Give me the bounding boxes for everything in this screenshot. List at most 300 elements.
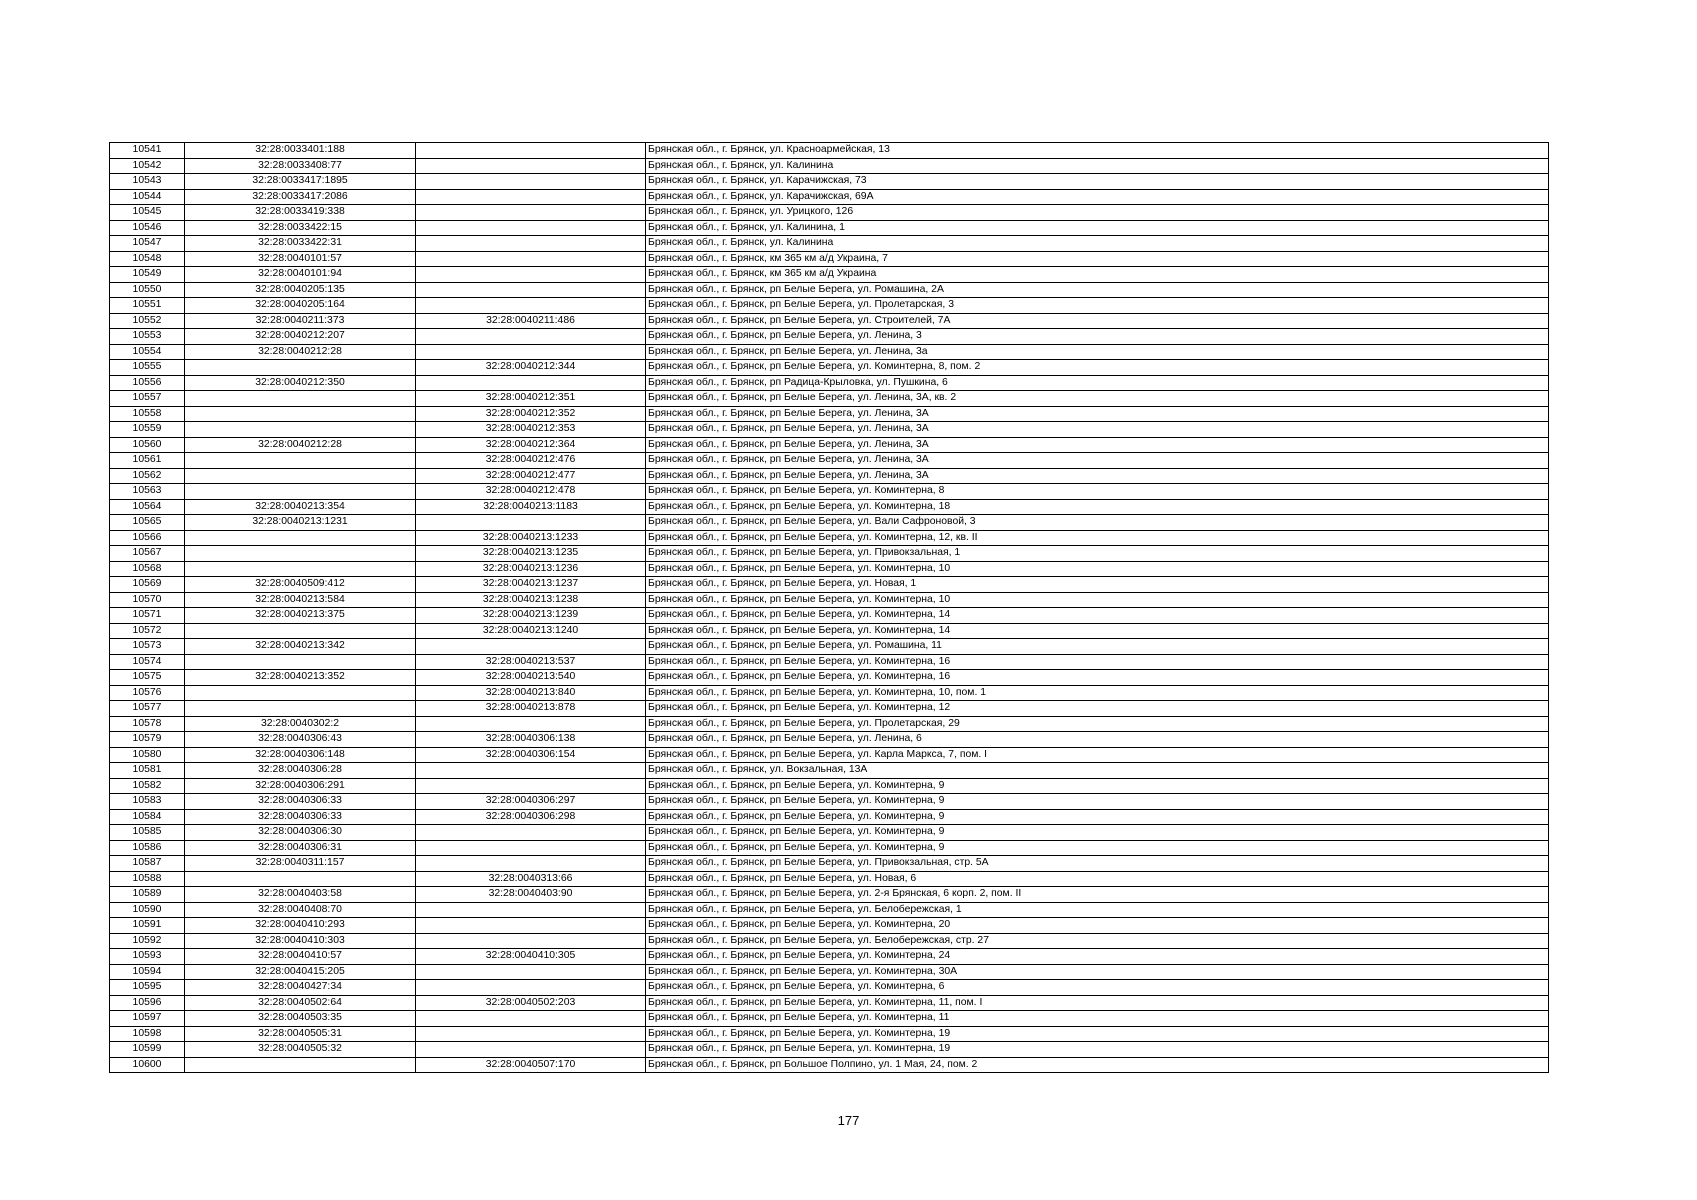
- row-number-cell: 10568: [110, 561, 185, 577]
- table-row: [110, 298, 1549, 314]
- row-number-cell: 10557: [110, 391, 185, 407]
- table-row: [110, 592, 1549, 608]
- land-cadastral-number-cell: 32:28:0040427:34: [185, 980, 416, 996]
- land-cadastral-number-cell: [185, 623, 416, 639]
- land-cadastral-number-cell: 32:28:0033401:188: [185, 143, 416, 159]
- object-cadastral-number-cell: [416, 840, 646, 856]
- object-cadastral-number-cell: 32:28:0040213:1236: [416, 561, 646, 577]
- table-row: [110, 887, 1549, 903]
- land-cadastral-number-cell: 32:28:0040505:31: [185, 1026, 416, 1042]
- object-cadastral-number-cell: 32:28:0040306:297: [416, 794, 646, 810]
- table-row: [110, 1026, 1549, 1042]
- table-row: [110, 406, 1549, 422]
- address-cell: Брянская обл., г. Брянск, ул. Калинина: [646, 236, 1549, 252]
- table-row: [110, 360, 1549, 376]
- land-cadastral-number-cell: [185, 561, 416, 577]
- address-cell: Брянская обл., г. Брянск, рп Белые Берега, ул. Ромашина, 2А: [646, 282, 1549, 298]
- address-cell: Брянская обл., г. Брянск, рп Белые Берега, ул. Коминтерна, 6: [646, 980, 1549, 996]
- address-cell: Брянская обл., г. Брянск, ул. Вокзальная, 13А: [646, 763, 1549, 779]
- row-number-cell: 10587: [110, 856, 185, 872]
- land-cadastral-number-cell: 32:28:0040213:342: [185, 639, 416, 655]
- row-number-cell: 10560: [110, 437, 185, 453]
- address-cell: Брянская обл., г. Брянск, рп Белые Берега, ул. Ленина, 3А: [646, 437, 1549, 453]
- address-cell: Брянская обл., г. Брянск, рп Белые Берега, ул. 2-я Брянская, 6 корп. 2, пом. II: [646, 887, 1549, 903]
- address-cell: Брянская обл., г. Брянск, рп Белые Берега, ул. Коминтерна, 10: [646, 561, 1549, 577]
- address-cell: Брянская обл., г. Брянск, рп Белые Берега, ул. Привокзальная, 1: [646, 546, 1549, 562]
- object-cadastral-number-cell: [416, 344, 646, 360]
- object-cadastral-number-cell: [416, 174, 646, 190]
- object-cadastral-number-cell: 32:28:0040213:1183: [416, 499, 646, 515]
- land-cadastral-number-cell: 32:28:0040213:584: [185, 592, 416, 608]
- row-number-cell: 10592: [110, 933, 185, 949]
- object-cadastral-number-cell: [416, 205, 646, 221]
- land-cadastral-number-cell: 32:28:0040212:207: [185, 329, 416, 345]
- land-cadastral-number-cell: [185, 391, 416, 407]
- address-cell: Брянская обл., г. Брянск, рп Белые Берега, ул. Карла Маркса, 7, пом. I: [646, 747, 1549, 763]
- object-cadastral-number-cell: [416, 236, 646, 252]
- page-number: 177: [837, 1113, 860, 1128]
- row-number-cell: 10545: [110, 205, 185, 221]
- table-row: [110, 499, 1549, 515]
- land-cadastral-number-cell: 32:28:0040306:291: [185, 778, 416, 794]
- table-row: [110, 933, 1549, 949]
- object-cadastral-number-cell: [416, 763, 646, 779]
- address-cell: Брянская обл., г. Брянск, рп Белые Берега, ул. Белобережская, стр. 27: [646, 933, 1549, 949]
- address-cell: Брянская обл., г. Брянск, рп Белые Берега, ул. Коминтерна, 9: [646, 825, 1549, 841]
- row-number-cell: 10551: [110, 298, 185, 314]
- table-row: [110, 918, 1549, 934]
- table-row: [110, 329, 1549, 345]
- table-row: [110, 174, 1549, 190]
- table-row: [110, 220, 1549, 236]
- table-row: [110, 189, 1549, 205]
- address-cell: Брянская обл., г. Брянск, ул. Красноармейская, 13: [646, 143, 1549, 159]
- row-number-cell: 10565: [110, 515, 185, 531]
- row-number-cell: 10544: [110, 189, 185, 205]
- table-row: [110, 1057, 1549, 1073]
- row-number-cell: 10597: [110, 1011, 185, 1027]
- table-row: [110, 143, 1549, 159]
- address-cell: Брянская обл., г. Брянск, рп Белые Берега, ул. Коминтерна, 18: [646, 499, 1549, 515]
- object-cadastral-number-cell: [416, 251, 646, 267]
- object-cadastral-number-cell: [416, 856, 646, 872]
- table-row: [110, 809, 1549, 825]
- table-row: [110, 1042, 1549, 1058]
- land-cadastral-number-cell: 32:28:0040306:30: [185, 825, 416, 841]
- table-row: [110, 949, 1549, 965]
- row-number-cell: 10585: [110, 825, 185, 841]
- row-number-cell: 10600: [110, 1057, 185, 1073]
- address-cell: Брянская обл., г. Брянск, рп Большое Полпино, ул. 1 Мая, 24, пом. 2: [646, 1057, 1549, 1073]
- table-row: [110, 639, 1549, 655]
- land-cadastral-number-cell: 32:28:0033408:77: [185, 158, 416, 174]
- land-cadastral-number-cell: 32:28:0040509:412: [185, 577, 416, 593]
- address-cell: Брянская обл., г. Брянск, рп Белые Берега, ул. Коминтерна, 10: [646, 592, 1549, 608]
- row-number-cell: 10541: [110, 143, 185, 159]
- object-cadastral-number-cell: 32:28:0040502:203: [416, 995, 646, 1011]
- table-row: [110, 344, 1549, 360]
- land-cadastral-number-cell: 32:28:0040306:28: [185, 763, 416, 779]
- table-row: [110, 205, 1549, 221]
- object-cadastral-number-cell: 32:28:0040403:90: [416, 887, 646, 903]
- land-cadastral-number-cell: 32:28:0040212:350: [185, 375, 416, 391]
- land-cadastral-number-cell: [185, 422, 416, 438]
- land-cadastral-number-cell: 32:28:0033417:1895: [185, 174, 416, 190]
- land-cadastral-number-cell: 32:28:0040205:164: [185, 298, 416, 314]
- address-cell: Брянская обл., г. Брянск, рп Белые Берега, ул. Коминтерна, 14: [646, 608, 1549, 624]
- row-number-cell: 10547: [110, 236, 185, 252]
- row-number-cell: 10599: [110, 1042, 185, 1058]
- land-cadastral-number-cell: [185, 453, 416, 469]
- address-cell: Брянская обл., г. Брянск, рп Белые Берега, ул. Ленина, 3А: [646, 406, 1549, 422]
- land-cadastral-number-cell: 32:28:0040410:57: [185, 949, 416, 965]
- object-cadastral-number-cell: 32:28:0040213:1235: [416, 546, 646, 562]
- row-number-cell: 10543: [110, 174, 185, 190]
- land-cadastral-number-cell: 32:28:0040211:373: [185, 313, 416, 329]
- object-cadastral-number-cell: [416, 515, 646, 531]
- land-cadastral-number-cell: 32:28:0040505:32: [185, 1042, 416, 1058]
- row-number-cell: 10562: [110, 468, 185, 484]
- row-number-cell: 10572: [110, 623, 185, 639]
- table-row: [110, 391, 1549, 407]
- row-number-cell: 10556: [110, 375, 185, 391]
- row-number-cell: 10550: [110, 282, 185, 298]
- address-cell: Брянская обл., г. Брянск, ул. Карачижская, 69А: [646, 189, 1549, 205]
- land-cadastral-number-cell: [185, 546, 416, 562]
- table-row: [110, 794, 1549, 810]
- land-cadastral-number-cell: 32:28:0040311:157: [185, 856, 416, 872]
- row-number-cell: 10542: [110, 158, 185, 174]
- address-cell: Брянская обл., г. Брянск, рп Белые Берега, ул. Ленина, 3: [646, 329, 1549, 345]
- table-row: [110, 453, 1549, 469]
- object-cadastral-number-cell: [416, 1042, 646, 1058]
- table-row: [110, 716, 1549, 732]
- land-cadastral-number-cell: 32:28:0033419:338: [185, 205, 416, 221]
- row-number-cell: 10573: [110, 639, 185, 655]
- object-cadastral-number-cell: 32:28:0040212:353: [416, 422, 646, 438]
- address-cell: Брянская обл., г. Брянск, рп Радица-Крыловка, ул. Пушкина, 6: [646, 375, 1549, 391]
- object-cadastral-number-cell: [416, 902, 646, 918]
- table-row: [110, 282, 1549, 298]
- land-cadastral-number-cell: 32:28:0040213:1231: [185, 515, 416, 531]
- land-cadastral-number-cell: 32:28:0040101:57: [185, 251, 416, 267]
- row-number-cell: 10583: [110, 794, 185, 810]
- land-cadastral-number-cell: 32:28:0040213:375: [185, 608, 416, 624]
- address-cell: Брянская обл., г. Брянск, рп Белые Берега, ул. Коминтерна, 16: [646, 670, 1549, 686]
- address-cell: Брянская обл., г. Брянск, рп Белые Берега, ул. Ромашина, 11: [646, 639, 1549, 655]
- land-cadastral-number-cell: [185, 1057, 416, 1073]
- row-number-cell: 10548: [110, 251, 185, 267]
- address-cell: Брянская обл., г. Брянск, рп Белые Берега, ул. Ленина, 3А: [646, 422, 1549, 438]
- table-row: [110, 778, 1549, 794]
- land-cadastral-number-cell: 32:28:0040213:354: [185, 499, 416, 515]
- address-cell: Брянская обл., г. Брянск, рп Белые Берега, ул. Коминтерна, 9: [646, 840, 1549, 856]
- object-cadastral-number-cell: 32:28:0040213:1238: [416, 592, 646, 608]
- land-cadastral-number-cell: 32:28:0040302:2: [185, 716, 416, 732]
- table-row: [110, 685, 1549, 701]
- row-number-cell: 10553: [110, 329, 185, 345]
- row-number-cell: 10598: [110, 1026, 185, 1042]
- row-number-cell: 10575: [110, 670, 185, 686]
- land-cadastral-number-cell: [185, 654, 416, 670]
- registry-table-body: [110, 143, 1549, 1073]
- row-number-cell: 10582: [110, 778, 185, 794]
- land-cadastral-number-cell: 32:28:0040212:28: [185, 344, 416, 360]
- row-number-cell: 10594: [110, 964, 185, 980]
- land-cadastral-number-cell: 32:28:0040502:64: [185, 995, 416, 1011]
- object-cadastral-number-cell: 32:28:0040212:344: [416, 360, 646, 376]
- table-row: [110, 654, 1549, 670]
- address-cell: Брянская обл., г. Брянск, рп Белые Берега, ул. Коминтерна, 14: [646, 623, 1549, 639]
- table-row: [110, 670, 1549, 686]
- object-cadastral-number-cell: 32:28:0040213:1239: [416, 608, 646, 624]
- object-cadastral-number-cell: [416, 639, 646, 655]
- land-cadastral-number-cell: 32:28:0040205:135: [185, 282, 416, 298]
- object-cadastral-number-cell: [416, 282, 646, 298]
- table-row: [110, 577, 1549, 593]
- object-cadastral-number-cell: 32:28:0040213:540: [416, 670, 646, 686]
- address-cell: Брянская обл., г. Брянск, рп Белые Берега, ул. Коминтерна, 20: [646, 918, 1549, 934]
- object-cadastral-number-cell: [416, 964, 646, 980]
- address-cell: Брянская обл., г. Брянск, км 365 км а/д Украина, 7: [646, 251, 1549, 267]
- address-cell: Брянская обл., г. Брянск, рп Белые Берега, ул. Коминтерна, 9: [646, 794, 1549, 810]
- address-cell: Брянская обл., г. Брянск, рп Белые Берега, ул. Ленина, 3А: [646, 468, 1549, 484]
- object-cadastral-number-cell: [416, 980, 646, 996]
- land-cadastral-number-cell: [185, 685, 416, 701]
- land-cadastral-number-cell: 32:28:0040410:293: [185, 918, 416, 934]
- object-cadastral-number-cell: [416, 1026, 646, 1042]
- address-cell: Брянская обл., г. Брянск, ул. Калинина: [646, 158, 1549, 174]
- address-cell: Брянская обл., г. Брянск, рп Белые Берега, ул. Коминтерна, 8: [646, 484, 1549, 500]
- land-cadastral-number-cell: 32:28:0040306:31: [185, 840, 416, 856]
- table-row: [110, 840, 1549, 856]
- address-cell: Брянская обл., г. Брянск, рп Белые Берега, ул. Ленина, 3а: [646, 344, 1549, 360]
- object-cadastral-number-cell: 32:28:0040211:486: [416, 313, 646, 329]
- address-cell: Брянская обл., г. Брянск, рп Белые Берега, ул. Коминтерна, 19: [646, 1042, 1549, 1058]
- object-cadastral-number-cell: [416, 329, 646, 345]
- land-cadastral-number-cell: 32:28:0040213:352: [185, 670, 416, 686]
- land-cadastral-number-cell: 32:28:0040408:70: [185, 902, 416, 918]
- row-number-cell: 10571: [110, 608, 185, 624]
- object-cadastral-number-cell: 32:28:0040212:351: [416, 391, 646, 407]
- object-cadastral-number-cell: 32:28:0040213:840: [416, 685, 646, 701]
- address-cell: Брянская обл., г. Брянск, ул. Калинина, 1: [646, 220, 1549, 236]
- address-cell: Брянская обл., г. Брянск, ул. Карачижская, 73: [646, 174, 1549, 190]
- address-cell: Брянская обл., г. Брянск, рп Белые Берега, ул. Коминтерна, 12: [646, 701, 1549, 717]
- row-number-cell: 10584: [110, 809, 185, 825]
- registry-table: [109, 142, 1549, 1073]
- object-cadastral-number-cell: [416, 220, 646, 236]
- object-cadastral-number-cell: [416, 267, 646, 283]
- address-cell: Брянская обл., г. Брянск, рп Белые Берега, ул. Коминтерна, 9: [646, 778, 1549, 794]
- row-number-cell: 10564: [110, 499, 185, 515]
- address-cell: Брянская обл., г. Брянск, рп Белые Берега, ул. Новая, 6: [646, 871, 1549, 887]
- object-cadastral-number-cell: 32:28:0040212:476: [416, 453, 646, 469]
- row-number-cell: 10588: [110, 871, 185, 887]
- land-cadastral-number-cell: 32:28:0033417:2086: [185, 189, 416, 205]
- address-cell: Брянская обл., г. Брянск, рп Белые Берега, ул. Белобережская, 1: [646, 902, 1549, 918]
- table-row: [110, 995, 1549, 1011]
- table-row: [110, 236, 1549, 252]
- address-cell: Брянская обл., г. Брянск, рп Белые Берега, ул. Ленина, 6: [646, 732, 1549, 748]
- table-row: [110, 1011, 1549, 1027]
- row-number-cell: 10589: [110, 887, 185, 903]
- table-row: [110, 964, 1549, 980]
- object-cadastral-number-cell: 32:28:0040306:298: [416, 809, 646, 825]
- object-cadastral-number-cell: 32:28:0040410:305: [416, 949, 646, 965]
- address-cell: Брянская обл., г. Брянск, рп Белые Берега, ул. Коминтерна, 24: [646, 949, 1549, 965]
- land-cadastral-number-cell: 32:28:0040306:33: [185, 809, 416, 825]
- table-row: [110, 871, 1549, 887]
- land-cadastral-number-cell: 32:28:0040212:28: [185, 437, 416, 453]
- land-cadastral-number-cell: [185, 406, 416, 422]
- object-cadastral-number-cell: 32:28:0040212:477: [416, 468, 646, 484]
- address-cell: Брянская обл., г. Брянск, рп Белые Берега, ул. Ленина, 3А, кв. 2: [646, 391, 1549, 407]
- land-cadastral-number-cell: 32:28:0040306:148: [185, 747, 416, 763]
- land-cadastral-number-cell: [185, 871, 416, 887]
- object-cadastral-number-cell: [416, 825, 646, 841]
- address-cell: Брянская обл., г. Брянск, рп Белые Берега, ул. Новая, 1: [646, 577, 1549, 593]
- land-cadastral-number-cell: 32:28:0040415:205: [185, 964, 416, 980]
- row-number-cell: 10566: [110, 530, 185, 546]
- table-row: [110, 980, 1549, 996]
- row-number-cell: 10586: [110, 840, 185, 856]
- table-row: [110, 825, 1549, 841]
- row-number-cell: 10561: [110, 453, 185, 469]
- table-row: [110, 546, 1549, 562]
- row-number-cell: 10563: [110, 484, 185, 500]
- row-number-cell: 10569: [110, 577, 185, 593]
- object-cadastral-number-cell: 32:28:0040507:170: [416, 1057, 646, 1073]
- address-cell: Брянская обл., г. Брянск, рп Белые Берега, ул. Коминтерна, 16: [646, 654, 1549, 670]
- table-row: [110, 468, 1549, 484]
- table-row: [110, 561, 1549, 577]
- object-cadastral-number-cell: 32:28:0040213:878: [416, 701, 646, 717]
- address-cell: Брянская обл., г. Брянск, км 365 км а/д Украина: [646, 267, 1549, 283]
- table-row: [110, 530, 1549, 546]
- address-cell: Брянская обл., г. Брянск, рп Белые Берега, ул. Коминтерна, 12, кв. II: [646, 530, 1549, 546]
- table-row: [110, 701, 1549, 717]
- row-number-cell: 10581: [110, 763, 185, 779]
- row-number-cell: 10595: [110, 980, 185, 996]
- land-cadastral-number-cell: [185, 360, 416, 376]
- land-cadastral-number-cell: 32:28:0040306:43: [185, 732, 416, 748]
- address-cell: Брянская обл., г. Брянск, рп Белые Берега, ул. Вали Сафроновой, 3: [646, 515, 1549, 531]
- object-cadastral-number-cell: 32:28:0040213:1233: [416, 530, 646, 546]
- object-cadastral-number-cell: [416, 375, 646, 391]
- address-cell: Брянская обл., г. Брянск, рп Белые Берега, ул. Коминтерна, 30А: [646, 964, 1549, 980]
- row-number-cell: 10574: [110, 654, 185, 670]
- object-cadastral-number-cell: 32:28:0040212:478: [416, 484, 646, 500]
- land-cadastral-number-cell: 32:28:0033422:15: [185, 220, 416, 236]
- object-cadastral-number-cell: [416, 158, 646, 174]
- address-cell: Брянская обл., г. Брянск, рп Белые Берега, ул. Коминтерна, 11: [646, 1011, 1549, 1027]
- land-cadastral-number-cell: 32:28:0040101:94: [185, 267, 416, 283]
- object-cadastral-number-cell: 32:28:0040313:66: [416, 871, 646, 887]
- table-row: [110, 515, 1549, 531]
- table-row: [110, 251, 1549, 267]
- object-cadastral-number-cell: 32:28:0040212:364: [416, 437, 646, 453]
- row-number-cell: 10554: [110, 344, 185, 360]
- object-cadastral-number-cell: [416, 918, 646, 934]
- land-cadastral-number-cell: 32:28:0033422:31: [185, 236, 416, 252]
- row-number-cell: 10593: [110, 949, 185, 965]
- address-cell: Брянская обл., г. Брянск, рп Белые Берега, ул. Коминтерна, 8, пом. 2: [646, 360, 1549, 376]
- row-number-cell: 10578: [110, 716, 185, 732]
- address-cell: Брянская обл., г. Брянск, рп Белые Берега, ул. Привокзальная, стр. 5А: [646, 856, 1549, 872]
- land-cadastral-number-cell: [185, 468, 416, 484]
- address-cell: Брянская обл., г. Брянск, рп Белые Берега, ул. Пролетарская, 3: [646, 298, 1549, 314]
- row-number-cell: 10555: [110, 360, 185, 376]
- row-number-cell: 10570: [110, 592, 185, 608]
- object-cadastral-number-cell: [416, 933, 646, 949]
- object-cadastral-number-cell: [416, 143, 646, 159]
- land-cadastral-number-cell: [185, 701, 416, 717]
- row-number-cell: 10549: [110, 267, 185, 283]
- address-cell: Брянская обл., г. Брянск, ул. Урицкого, 126: [646, 205, 1549, 221]
- row-number-cell: 10577: [110, 701, 185, 717]
- row-number-cell: 10559: [110, 422, 185, 438]
- table-row: [110, 313, 1549, 329]
- address-cell: Брянская обл., г. Брянск, рп Белые Берега, ул. Коминтерна, 9: [646, 809, 1549, 825]
- row-number-cell: 10580: [110, 747, 185, 763]
- land-cadastral-number-cell: 32:28:0040503:35: [185, 1011, 416, 1027]
- object-cadastral-number-cell: [416, 298, 646, 314]
- row-number-cell: 10590: [110, 902, 185, 918]
- row-number-cell: 10546: [110, 220, 185, 236]
- object-cadastral-number-cell: [416, 778, 646, 794]
- row-number-cell: 10576: [110, 685, 185, 701]
- table-row: [110, 747, 1549, 763]
- land-cadastral-number-cell: [185, 530, 416, 546]
- object-cadastral-number-cell: 32:28:0040213:537: [416, 654, 646, 670]
- land-cadastral-number-cell: 32:28:0040403:58: [185, 887, 416, 903]
- object-cadastral-number-cell: [416, 716, 646, 732]
- address-cell: Брянская обл., г. Брянск, рп Белые Берега, ул. Коминтерна, 11, пом. I: [646, 995, 1549, 1011]
- table-row: [110, 623, 1549, 639]
- address-cell: Брянская обл., г. Брянск, рп Белые Берега, ул. Пролетарская, 29: [646, 716, 1549, 732]
- address-cell: Брянская обл., г. Брянск, рп Белые Берега, ул. Строителей, 7А: [646, 313, 1549, 329]
- object-cadastral-number-cell: [416, 1011, 646, 1027]
- table-row: [110, 375, 1549, 391]
- object-cadastral-number-cell: 32:28:0040213:1240: [416, 623, 646, 639]
- object-cadastral-number-cell: 32:28:0040306:154: [416, 747, 646, 763]
- row-number-cell: 10596: [110, 995, 185, 1011]
- table-row: [110, 902, 1549, 918]
- address-cell: Брянская обл., г. Брянск, рп Белые Берега, ул. Коминтерна, 10, пом. 1: [646, 685, 1549, 701]
- object-cadastral-number-cell: 32:28:0040213:1237: [416, 577, 646, 593]
- table-row: [110, 763, 1549, 779]
- land-cadastral-number-cell: 32:28:0040306:33: [185, 794, 416, 810]
- row-number-cell: 10579: [110, 732, 185, 748]
- row-number-cell: 10552: [110, 313, 185, 329]
- table-row: [110, 267, 1549, 283]
- table-row: [110, 422, 1549, 438]
- row-number-cell: 10558: [110, 406, 185, 422]
- object-cadastral-number-cell: [416, 189, 646, 205]
- object-cadastral-number-cell: 32:28:0040306:138: [416, 732, 646, 748]
- object-cadastral-number-cell: 32:28:0040212:352: [416, 406, 646, 422]
- table-row: [110, 437, 1549, 453]
- address-cell: Брянская обл., г. Брянск, рп Белые Берега, ул. Ленина, 3А: [646, 453, 1549, 469]
- row-number-cell: 10591: [110, 918, 185, 934]
- table-row: [110, 732, 1549, 748]
- row-number-cell: 10567: [110, 546, 185, 562]
- table-row: [110, 856, 1549, 872]
- land-cadastral-number-cell: [185, 484, 416, 500]
- table-row: [110, 608, 1549, 624]
- table-row: [110, 484, 1549, 500]
